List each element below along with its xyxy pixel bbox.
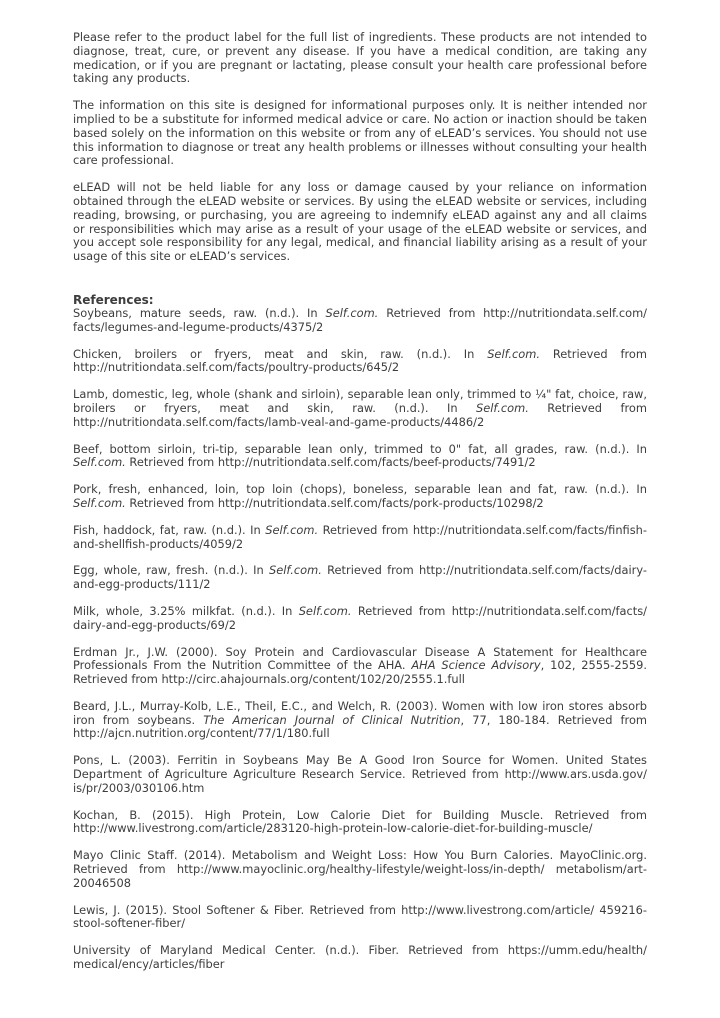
reference-item: [73, 944, 647, 972]
reference-source: Self.com.: [265, 522, 319, 537]
reference-text: Soybeans, mature seeds, raw. (n.d.). In: [73, 305, 326, 320]
reference-retrieval: Retrieved from http://nutritiondata.self.com/facts/lamb-veal-and-game-products/4486/2: [73, 400, 647, 429]
reference-source: Self.com.: [298, 603, 352, 618]
reference-text: Mayo Clinic Staff. (2014). Metabolism and Weight Loss: How You Burn Calories. MayoClinic.org. Retrieved from http://www.mayoclinic.org/healthy-lifestyle/weight-loss/in-depth/ metabolism/art-20046508: [73, 848, 647, 890]
reference-item: [73, 809, 647, 837]
reference-text: University of Maryland Medical Center. (n.d.). Fiber. Retrieved from https://umm.edu/health/ medical/ency/articles/fiber: [73, 943, 647, 972]
reference-item: [73, 483, 647, 511]
reference-source: AHA Science Advisory: [411, 658, 541, 673]
reference-retrieval: Retrieved from http://nutritiondata.self.com/ facts/legumes-and-legume-products/4375/2: [73, 305, 647, 334]
reference-text: Egg, whole, raw, fresh. (n.d.). In: [73, 563, 270, 578]
reference-text: Milk, whole, 3.25% milkfat. (n.d.). In: [73, 603, 299, 618]
reference-text: Kochan, B. (2015). High Protein, Low Calorie Diet for Building Muscle. Retrieved from http://www.livestrong.com/article/283120-high-protein-low-calorie-diet-for-building-muscle/: [73, 807, 647, 836]
reference-source: Self.com.: [269, 563, 322, 578]
reference-retrieval: Retrieved from http://nutritiondata.self.com/facts/poultry-products/645/2: [73, 346, 647, 375]
references-heading: References:: [73, 292, 154, 307]
reference-source: Self.com.: [325, 305, 379, 320]
reference-retrieval: Retrieved from http://nutritiondata.self.com/facts/finfish-and-shellfish-products/4059/2: [73, 522, 647, 551]
reference-item: [73, 646, 647, 687]
reference-retrieval: , 77, 180-184. Retrieved from http://ajcn.nutrition.org/content/77/1/180.full: [73, 712, 648, 741]
reference-item: [73, 904, 647, 932]
reference-source: Self.com.: [73, 495, 126, 510]
reference-list: [73, 307, 647, 972]
reference-item: [73, 754, 647, 795]
reference-text: Lewis, J. (2015). Stool Softener & Fiber. Retrieved from http://www.livestrong.com/article/ 459216-stool-softener-fiber/: [73, 902, 647, 931]
reference-item: [73, 700, 647, 741]
reference-text: Pons, L. (2003). Ferritin in Soybeans May Be A Good Iron Source for Women. United States Department of Agriculture Agriculture Research Service. Retrieved from http://www.ars.usda.gov/ is/pr/2003/030106.htm: [73, 753, 647, 795]
reference-text: Chicken, broilers or fryers, meat and skin, raw. (n.d.). In: [73, 346, 488, 361]
reference-item: [73, 564, 647, 592]
reference-item: [73, 605, 647, 633]
reference-source: The American Journal of Clinical Nutrition: [203, 712, 461, 727]
disclaimer-informational: The information on this site is designed for informational purposes only. It is neither intended nor implied to be a substitute for informed medical advice or care. No action or inaction should be taken based solely on the information on this website or from any of eLEAD’s services. You should not use this information to diagnose or treat any health problems or illnesses without consulting your health care professional.: [73, 98, 647, 168]
reference-retrieval: Retrieved from http://nutritiondata.self.com/facts/beef-products/7491/2: [125, 455, 536, 470]
reference-item: [73, 388, 647, 429]
disclaimer-liability: eLEAD will not be held liable for any loss or damage caused by your reliance on information obtained through the eLEAD website or services. By using the eLEAD website or services, including reading, browsing, or purchasing, you are agreeing to indemnify eLEAD against any and all claims or responsibilities which may arise as a result of your usage of the eLEAD website or services, and you accept sole responsibility for any legal, medical, and financial liability arising as a result of your usage of this site or eLEAD’s services.: [73, 180, 647, 264]
reference-item: [73, 849, 647, 890]
reference-text: Erdman Jr., J.W. (2000). Soy Protein and Cardiovascular Disease A Statement for Healthcare Professionals From the Nutrition Committee of the AHA.: [73, 644, 647, 673]
reference-item: [73, 443, 647, 471]
reference-source: Self.com.: [476, 400, 529, 415]
reference-text: Lamb, domestic, leg, whole (shank and sirloin), separable lean only, trimmed to ¼" fat, choice, raw, broilers or fryers, meat and skin, raw. (n.d.). In: [73, 387, 647, 415]
reference-text: Beard, J.L., Murray-Kolb, L.E., Theil, E.C., and Welch, R. (2003). Women with low iron stores absorb iron from soybeans.: [73, 698, 647, 727]
reference-item: [73, 307, 647, 335]
reference-text: Pork, fresh, enhanced, loin, top loin (chops), boneless, separable lean and fat, raw. (n.d.). In: [73, 482, 647, 497]
reference-item: [73, 348, 647, 376]
reference-source: Self.com.: [73, 455, 126, 470]
reference-text: Beef, bottom sirloin, tri-tip, separable lean only, trimmed to 0" fat, all grades, raw. (n.d.). In: [73, 441, 647, 456]
disclaimer-ingredients: Please refer to the product label for the full list of ingredients. These products are not intended to diagnose, treat, cure, or prevent any disease. If you have a medical condition, are taking any medication, or if you are pregnant or lactating, please consult your health care professional before taking any products.: [73, 30, 647, 86]
reference-retrieval: Retrieved from http://nutritiondata.self.com/facts/pork-products/10298/2: [125, 495, 544, 510]
reference-text: Fish, haddock, fat, raw. (n.d.). In: [73, 522, 266, 537]
reference-retrieval: Retrieved from http://nutritiondata.self.com/facts/dairy-and-egg-products/111/2: [73, 563, 647, 592]
reference-retrieval: , 102, 2555-2559. Retrieved from http://circ.ahajournals.org/content/102/20/2555.1.full: [73, 658, 647, 687]
reference-source: Self.com.: [487, 346, 540, 361]
reference-retrieval: Retrieved from http://nutritiondata.self.com/facts/ dairy-and-egg-products/69/2: [73, 603, 648, 632]
reference-item: [73, 524, 647, 552]
